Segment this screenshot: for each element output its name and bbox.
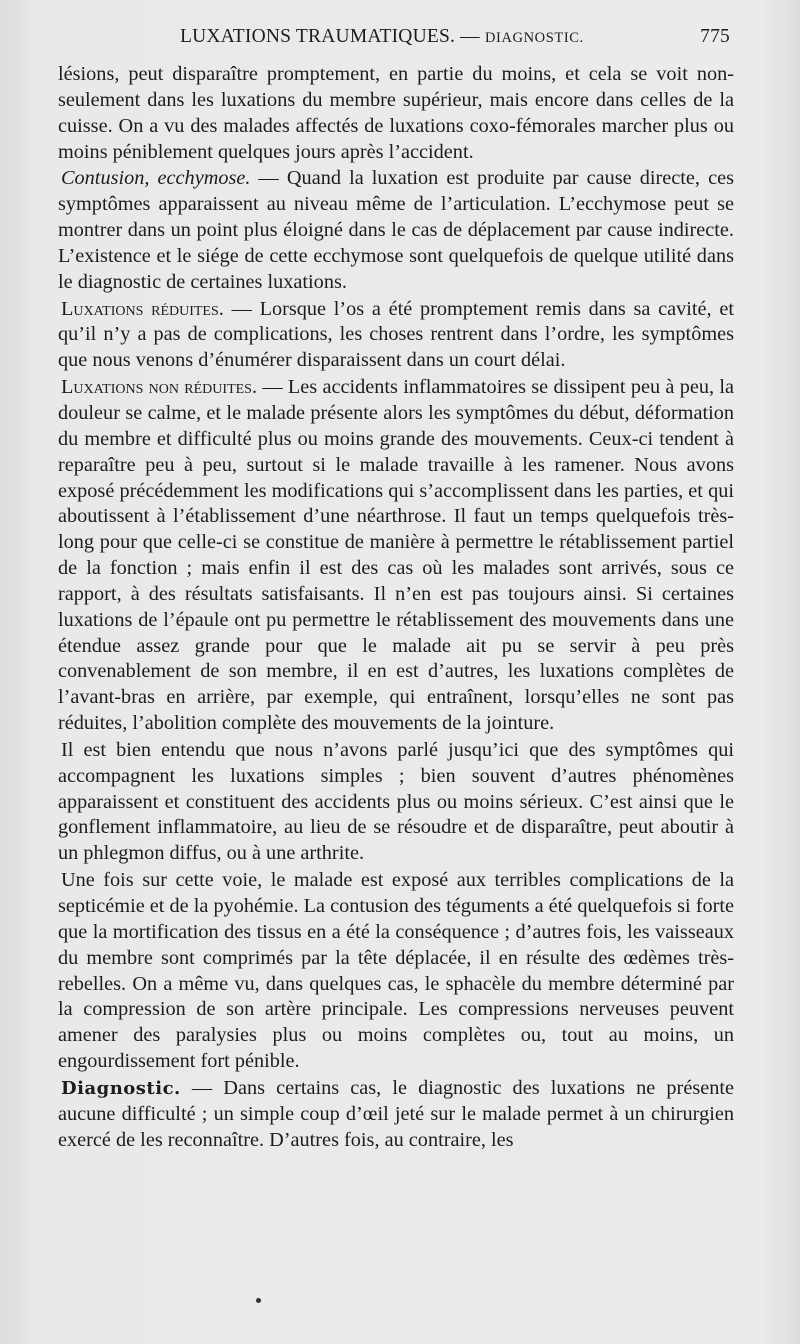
ink-speck bbox=[256, 1298, 261, 1303]
paragraph-contusion bbox=[58, 166, 734, 295]
page-number: 775 bbox=[700, 26, 730, 47]
page-header bbox=[60, 26, 730, 56]
paragraph-text-luxations-reduites: — Lorsque l’os a été promptement remis dans sa cavité, et qu’il n’y a pas de complications, les choses rentrent dans l’ordre, les symptômes que nous venons d’énumérer disparaissent dans un court délai. bbox=[58, 297, 734, 372]
paragraph-heading-luxations-reduites: Luxations réduites. bbox=[61, 297, 224, 320]
paragraph-diagnostic bbox=[58, 1076, 734, 1154]
running-title-main: LUXATIONS TRAUMATIQUES. — bbox=[180, 26, 480, 47]
paragraph-1: lésions, peut disparaître promptement, en partie du moins, et cela se voit non-seulement dans les luxations du membre supérieur, mais encore dans celles de la cuisse. On a vu des malades affectés de luxations coxo-fémorales marcher plus ou moins péniblement quelques jours après l’accident. bbox=[58, 63, 734, 163]
paragraph-symptomes: Il est bien entendu que nous n’avons parlé jusqu’ici que des symptômes qui accompagnent les luxations simples ; bien souvent d’autres phénomènes apparaissent et constituent des accidents plus ou moins sérieux. C’est ainsi que le gonflement inflammatoire, au lieu de se résoudre et de disparaître, peut aboutir à un phlegmon diffus, ou à une arthrite. bbox=[58, 738, 734, 865]
running-title bbox=[180, 26, 584, 48]
body-text bbox=[58, 62, 734, 1153]
paragraph-heading-contusion: Contusion, ecchymose. bbox=[61, 167, 251, 190]
paragraph-luxations-reduites bbox=[58, 297, 734, 375]
paragraph-heading-diagnostic: Diagnostic. bbox=[61, 1077, 181, 1099]
paragraph-heading-luxations-non-reduites: Luxations non réduites. bbox=[61, 376, 258, 399]
paragraph-text-luxations-non-reduites: — Les accidents inflammatoires se dissipent peu à peu, la douleur se calme, et le malade présente alors les symptômes du début, déformation du membre et difficulté plus ou moins grande des mouvements. Ceux-ci tendent à reparaître peu à peu, surtout si le malade travaille à les ramener. Nous avons exposé précédemment les modifications qui s’accomplissent dans les parties, et qui aboutissent à l’établissement d’une néarthrose. Il faut un temps quelquefois très-long pour que celle-ci se constitue de manière à permettre le rétablissement partiel de la fonction ; mais enfin il est des cas où les malades sont arrivés, sous ce rapport, à des résultats satisfaisants. Il n’en est pas toujours ainsi. Si certaines luxations de l’épaule ont pu permettre le rétablissement des mouvements dans une étendue assez grande pour que le malade ait pu se servir à peu près convenablement de son membre, il en est d’autres, les luxations complètes de l’avant-bras en arrière, par exemple, qui entraînent, lorsqu’elles ne sont pas réduites, l’abolition complète des mouvements de la jointure. bbox=[58, 376, 734, 735]
paragraph-luxations-non-reduites bbox=[58, 375, 734, 737]
paragraph-complications: Une fois sur cette voie, le malade est exposé aux terribles complications de la septicémie et de la pyohémie. La contusion des téguments a été quelquefois si forte que la mortification des tissus en a été la conséquence ; d’autres fois, les vaisseaux du membre sont comprimés par la tête déplacée, il en résulte des œdèmes très-rebelles. On a même vu, dans quelques cas, le sphacèle du membre déterminé par la compression de son artère principale. Les compressions nerveuses peuvent amener des paralysies plus ou moins complètes ou, tout au moins, un engourdissement fort pénible. bbox=[58, 869, 734, 1073]
paragraph-text-contusion: — Quand la luxation est produite par cause directe, ces symptômes apparaissent au niveau même de l’articulation. L’ecchymose peut se montrer dans un point plus éloigné dans le cas de déplacement par cause indirecte. L’existence et le siége de cette ecchymose sont quelquefois de quelque utilité dans le diagnostic de certaines luxations. bbox=[58, 167, 734, 293]
paragraph-text-diagnostic: — Dans certains cas, le diagnostic des luxations ne présente aucune difficulté ; un simple coup d’œil jeté sur le malade permet à un chirurgien exercé de les reconnaître. D’autres fois, au contraire, les bbox=[58, 1076, 734, 1151]
running-title-section: DIAGNOSTIC. bbox=[484, 30, 584, 46]
